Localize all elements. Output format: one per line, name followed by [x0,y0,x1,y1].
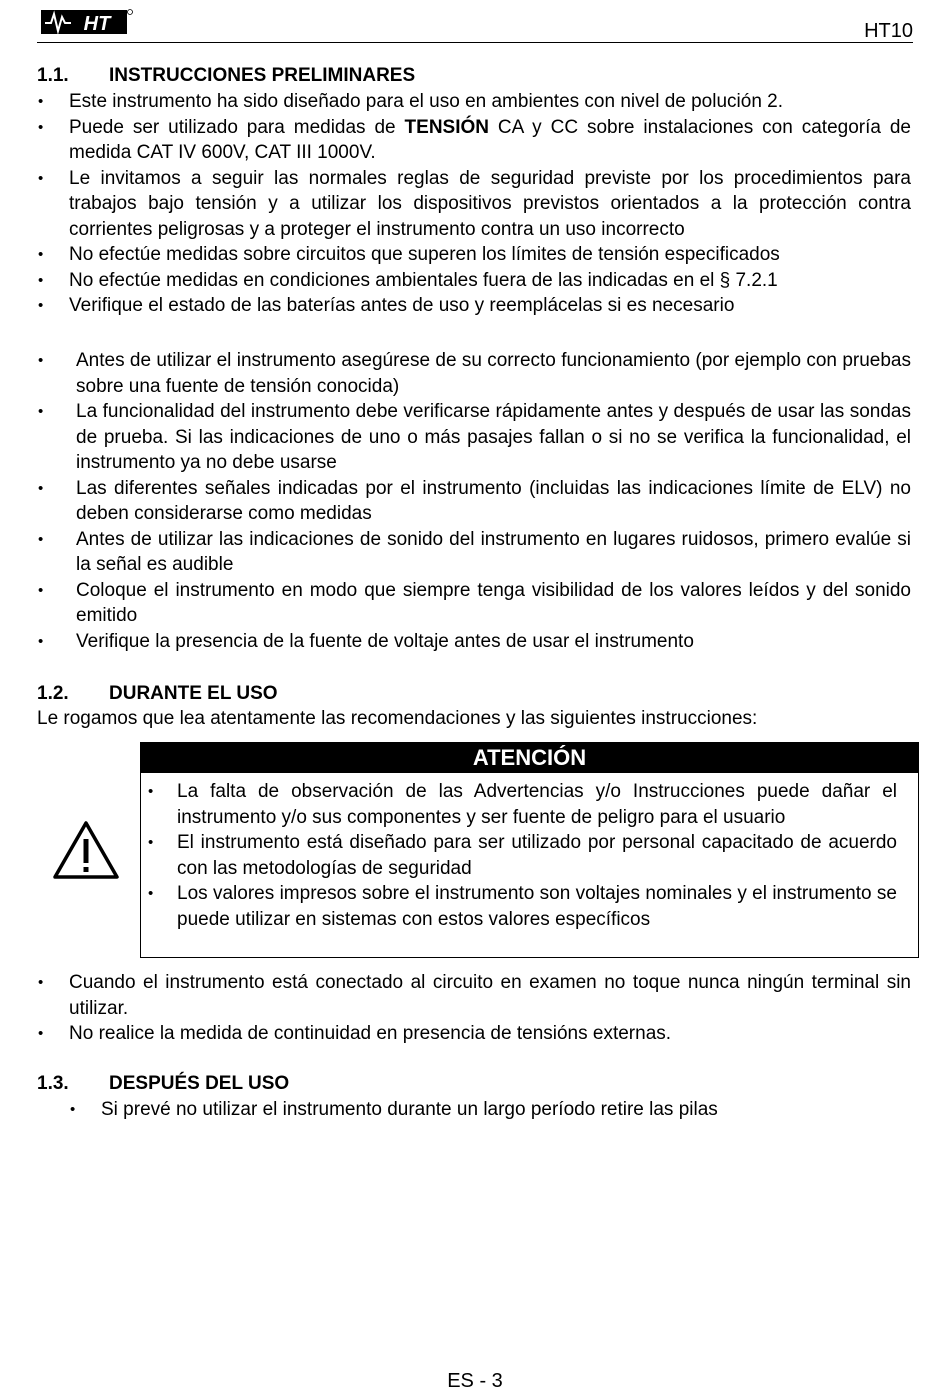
list-item: • Los valores impresos sobre el instrumento son voltajes nominales y el instrumento se puede utilizar en sistemas con estos valores específicos [177,881,897,932]
section-intro: Le rogamos que lea atentamente las recomendaciones y las siguientes instrucciones: [37,708,758,729]
section-heading-1-2 [37,681,278,706]
list-item: • La falta de observación de las Advertencias y/o Instrucciones puede dañar el instrumento y/o sus componentes y ser fuente de peligro para el usuario [177,779,897,830]
section-number: 1.1. [37,65,69,86]
preliminary-list-a [69,89,911,319]
bold-term: TENSIÓN [404,116,489,138]
list-item: • Cuando el instrumento está conectado al circuito en examen no toque nunca ningún terminal sin utilizar. [69,970,911,1021]
section-heading-1-3 [37,1071,289,1096]
section-title: DESPUÉS DEL USO [109,1073,290,1094]
list-item: • Antes de utilizar las indicaciones de sonido del instrumento en lugares ruidosos, primero evalúe si la señal es audible [76,527,911,578]
page-header [37,6,913,43]
list-item: • No efectúe medidas en condiciones ambientales fuera de las indicadas en el § 7.2.1 [69,268,911,294]
section-number: 1.3. [37,1073,69,1094]
section-heading-1-1 [37,63,415,88]
list-item: • No realice la medida de continuidad en presencia de tensións externas. [69,1021,911,1047]
warning-list [177,779,897,932]
preliminary-list-b [76,348,911,654]
list-item: • Antes de utilizar el instrumento asegúrese de su correcto funcionamiento (por ejemplo con pruebas sobre una fuente de tensión conocida) [76,348,911,399]
list-item: • La funcionalidad del instrumento debe verificarse rápidamente antes y después de usar las sondas de prueba. Si las indicaciones de uno o más pasajes fallan o si no se verifica la funcionalidad, el instrumento ya no debe usarse [76,399,911,476]
warning-triangle-icon [52,820,120,880]
list-item: • Le invitamos a seguir las normales reglas de seguridad previste por los procedimientos para trabajos bajo tensión y a utilizar los dispositivos previstos orientados a la protección contra corrientes peligrosas y a proteger el instrumento contra un uso incorrecto [69,166,911,243]
ht-logo-icon [41,8,133,36]
section-number: 1.2. [37,683,69,704]
list-item: • Si prevé no utilizar el instrumento durante un largo período retire las pilas [101,1097,911,1123]
document-code: HT10 [864,20,913,42]
logo-text: HT [83,13,111,35]
list-item: • Verifique el estado de las baterías antes de uso y reemplácelas si es necesario [69,293,911,319]
section-title: INSTRUCCIONES PRELIMINARES [109,65,416,86]
list-item: • Este instrumento ha sido diseñado para el uso en ambientes con nivel de polución 2. [69,89,911,115]
warning-title: ATENCIÓN [141,743,918,773]
page-number: ES - 3 [447,1370,503,1392]
after-use-list [101,1097,911,1123]
list-item: • Coloque el instrumento en modo que siempre tenga visibilidad de los valores leídos y del sonido emitido [76,578,911,629]
list-item: • Verifique la presencia de la fuente de voltaje antes de usar el instrumento [76,629,911,655]
list-item: • No efectúe medidas sobre circuitos que superen los límites de tensión especificados [69,242,911,268]
list-item: • Puede ser utilizado para medidas de TENSIÓN CA y CC sobre instalaciones con categoría de medida CAT IV 600V, CAT III 1000V. [69,115,911,166]
section-title: DURANTE EL USO [109,683,278,704]
list-item: • El instrumento está diseñado para ser utilizado por personal capacitado de acuerdo con las metodologías de seguridad [177,830,897,881]
list-item: • Las diferentes señales indicadas por el instrumento (incluidas las indicaciones límite de ELV) no deben considerarse como medidas [76,476,911,527]
during-use-list [69,970,911,1047]
